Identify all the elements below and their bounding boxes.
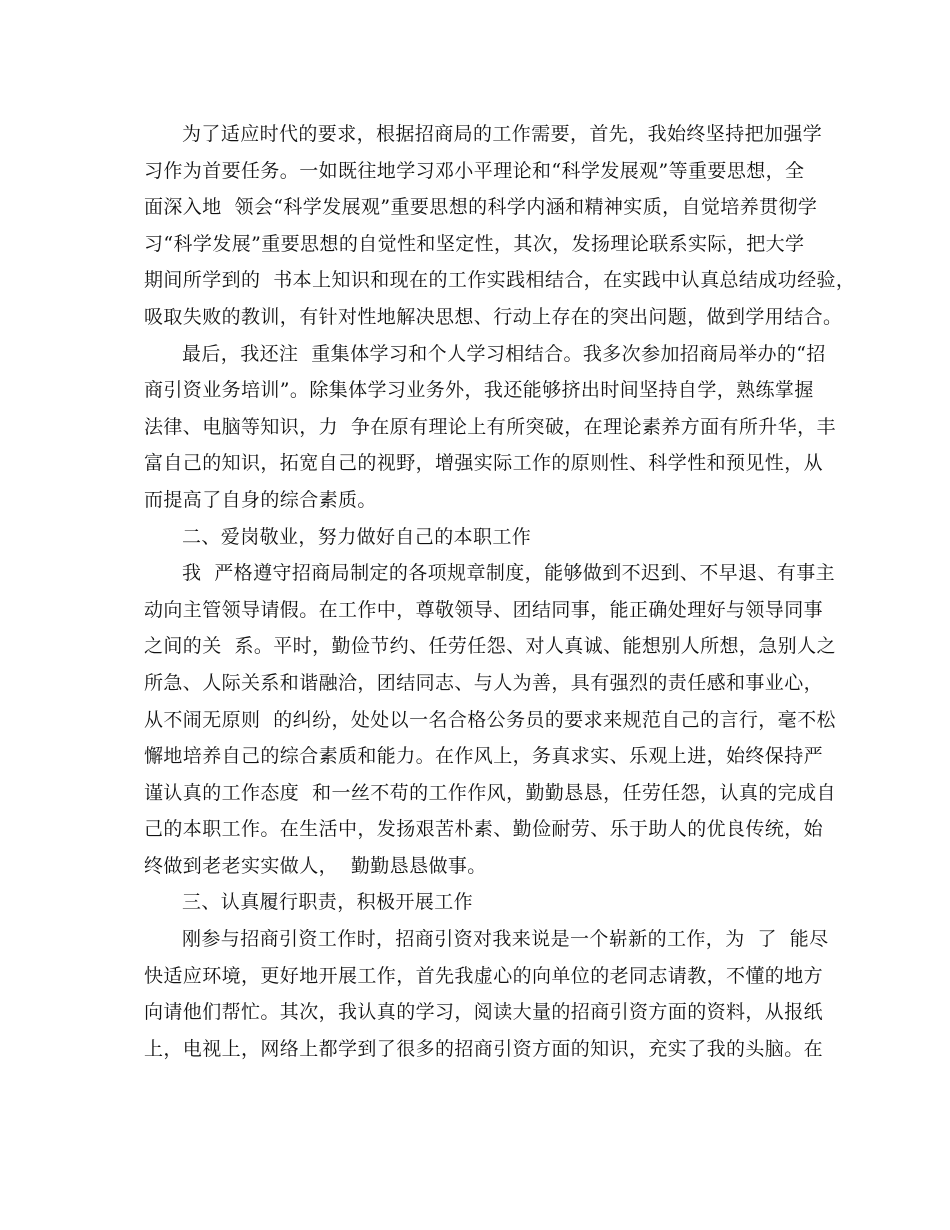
text-line: 快适应环境，更好地开展工作，首先我虚心的向单位的老同志请教，不懂的地方	[144, 964, 824, 987]
text-line: 面深入地 领会“科学发展观”重要思想的科学内涵和精神实质，自觉培养贯彻学	[144, 196, 818, 219]
body-text	[144, 116, 856, 1067]
text-line: 吸取失败的教训，有针对性地解决思想、行动上存在的突出问题，做到学用结合。	[144, 305, 843, 328]
text-line: 懈地培养自己的综合素质和能力。在作风上，务真求实、乐观上进，始终保持严	[144, 745, 824, 768]
text-line: 之间的关 系。平时，勤俭节约、任劳任怨、对人真诚、能想别人所想，急别人之	[144, 635, 836, 658]
paragraph-first-line: 我 严格遵守招商局制定的各项规章制度，能够做到不迟到、不早退、有事主	[182, 562, 836, 585]
paragraph-first-line: 三、认真履行职责，积极开展工作	[182, 891, 474, 914]
text-line: 上，电视上，网络上都学到了很多的招商引资方面的知识，充实了我的头脑。在	[144, 1037, 824, 1060]
text-line: 终做到老老实实做人， 勤勤恳恳做事。	[144, 854, 487, 877]
text-line: 富自己的知识，拓宽自己的视野，增强实际工作的原则性、科学性和预见性，从	[144, 452, 824, 475]
text-line: 动向主管领导请假。在工作中，尊敬领导、团结同事，能正确处理好与领导同事	[144, 598, 824, 621]
text-line: 从不闹无原则 的纠纷，处处以一名合格公务员的要求来规范自己的言行，毫不松	[144, 708, 836, 731]
paragraph-first-line: 二、爱岗敬业，努力做好自己的本职工作	[182, 525, 532, 548]
text-line: 而提高了自身的综合素质。	[144, 488, 377, 511]
paragraph-first-line: 为了适应时代的要求，根据招商局的工作需要，首先，我始终坚持把加强学	[182, 123, 823, 145]
text-line: 商引资业务培训”。除集体学习业务外，我还能够挤出时间坚持自学，熟练掌握	[144, 379, 814, 402]
text-line: 所急、人际关系和谐融洽，团结同志、与人为善，具有强烈的责任感和事业心，	[144, 671, 824, 694]
text-line: 期间所学到的 书本上知识和现在的工作实践相结合，在实践中认真总结成功经验，	[144, 269, 856, 292]
paragraph-first-line: 刚参与招商引资工作时，招商引资对我来说是一个崭新的工作，为 了 能尽	[182, 928, 829, 951]
text-line: 法律、电脑等知识，力 争在原有理论上有所突破，在理论素养方面有所升华，丰	[144, 415, 836, 438]
text-line: 习作为首要任务。一如既往地学习邓小平理论和“科学发展观”等重要思想，全	[144, 159, 805, 182]
text-line: 谨认真的工作态度 和一丝不苟的工作作风，勤勤恳恳，任劳任怨，认真的完成自	[144, 781, 836, 804]
text-line: 向请他们帮忙。其次，我认真的学习，阅读大量的招商引资方面的资料，从报纸	[144, 1001, 824, 1024]
text-line: 己的本职工作。在生活中，发扬艰苦朴素、勤俭耐劳、乐于助人的优良传统，始	[144, 818, 824, 841]
paragraph-first-line: 最后，我还注 重集体学习和个人学习相结合。我多次参加招商局举办的“招	[182, 342, 826, 365]
text-line: 习“科学发展”重要思想的自觉性和坚定性，其次，发扬理论联系实际，把大学	[144, 232, 805, 255]
